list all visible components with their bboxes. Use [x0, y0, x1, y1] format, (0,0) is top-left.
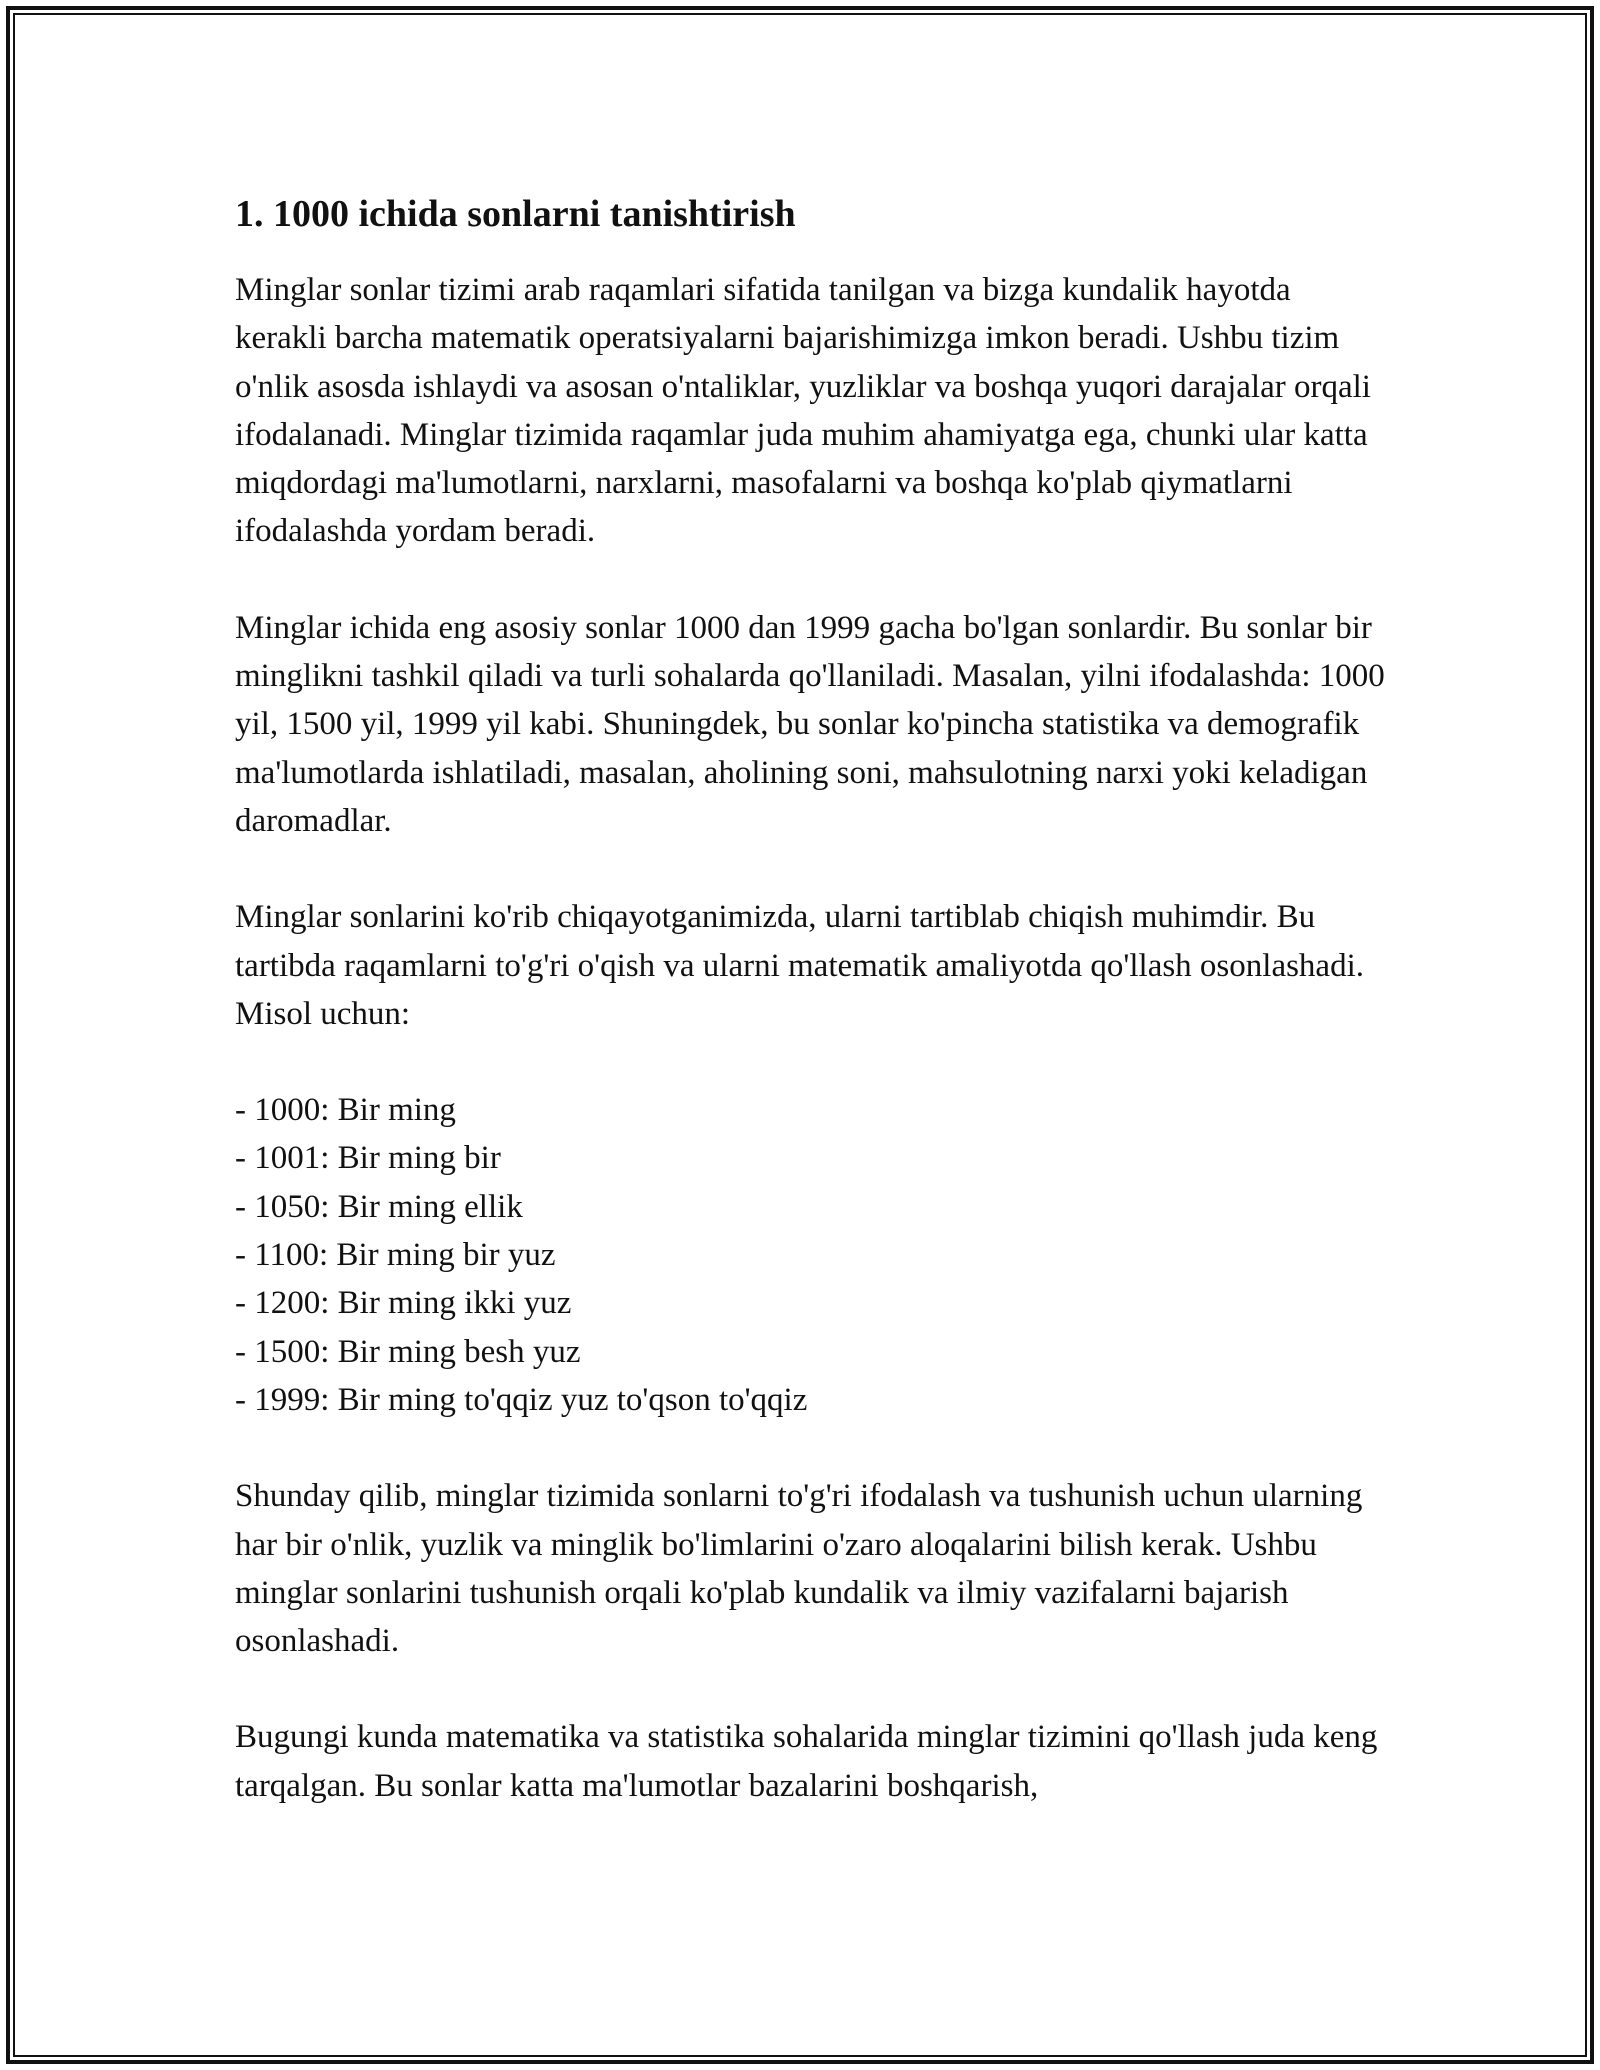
document-body — [235, 188, 1385, 1858]
list-item: - 1999: Bir ming to'qqiz yuz to'qson to'qqiz — [235, 1381, 808, 1418]
paragraph-today: Bugungi kunda matematika va statistika sohalarida minglar tizimini qo'llash juda keng tarqalgan. Bu sonlar katta ma'lumotlar bazalarini boshqarish, — [235, 1719, 1378, 1804]
list-item: - 1000: Bir ming — [235, 1092, 456, 1129]
list-item: - 1500: Bir ming besh yuz — [235, 1333, 581, 1370]
examples-list — [235, 1086, 1385, 1424]
list-item: - 1001: Bir ming bir — [235, 1140, 501, 1177]
section-heading: 1. 1000 ichida sonlarni tanishtirish — [235, 193, 796, 235]
list-item: - 1100: Bir ming bir yuz — [235, 1237, 556, 1274]
list-item: - 1050: Bir ming ellik — [235, 1188, 523, 1225]
paragraph-intro: Minglar sonlar tizimi arab raqamlari sifatida tanilgan va bizga kundalik hayotda kerakli barcha matematik operatsiyalarni bajarishimizga imkon beradi. Ushbu tizim o'nlik asosda ishlaydi va asosan o'ntaliklar, yuzliklar va boshqa yuqori darajalar orqali ifodalanadi. Minglar tizimida raqamlar juda muhim ahamiyatga ega, chunki ular katta miqdordagi ma'lumotlarni, narxlarni, masofalarni va boshqa ko'plab qiymatlarni ifodalashda yordam beradi. — [235, 272, 1371, 550]
paragraph-summary: Shunday qilib, minglar tizimida sonlarni to'g'ri ifodalash va tushunish uchun ularning har bir o'nlik, yuzlik va minglik bo'limlarini o'zaro aloqalarini bilish kerak. Ushbu minglar sonlarini tushunish orqali ko'plab kundalik va ilmiy vazifalarni bajarish osonlashadi. — [235, 1478, 1363, 1660]
list-item: - 1200: Bir ming ikki yuz — [235, 1285, 572, 1322]
paragraph-range: Minglar ichida eng asosiy sonlar 1000 dan 1999 gacha bo'lgan sonlardir. Bu sonlar bir minglikni tashkil qiladi va turli sohalarda qo'llaniladi. Masalan, yilni ifodalashda: 1000 yil, 1500 yil, 1999 yil kabi. Shuningdek, bu sonlar ko'pincha statistika va demografik ma'lumotlarda ishlatiladi, masalan, aholining soni, mahsulotning narxi yoki keladigan daromadlar. — [235, 609, 1385, 839]
paragraph-ordering: Minglar sonlarini ko'rib chiqayotganimizda, ularni tartiblab chiqish muhimdir. Bu tartibda raqamlarni to'g'ri o'qish va ularni matematik amaliyotda qo'llash osonlashadi. Misol uchun: — [235, 899, 1364, 1032]
